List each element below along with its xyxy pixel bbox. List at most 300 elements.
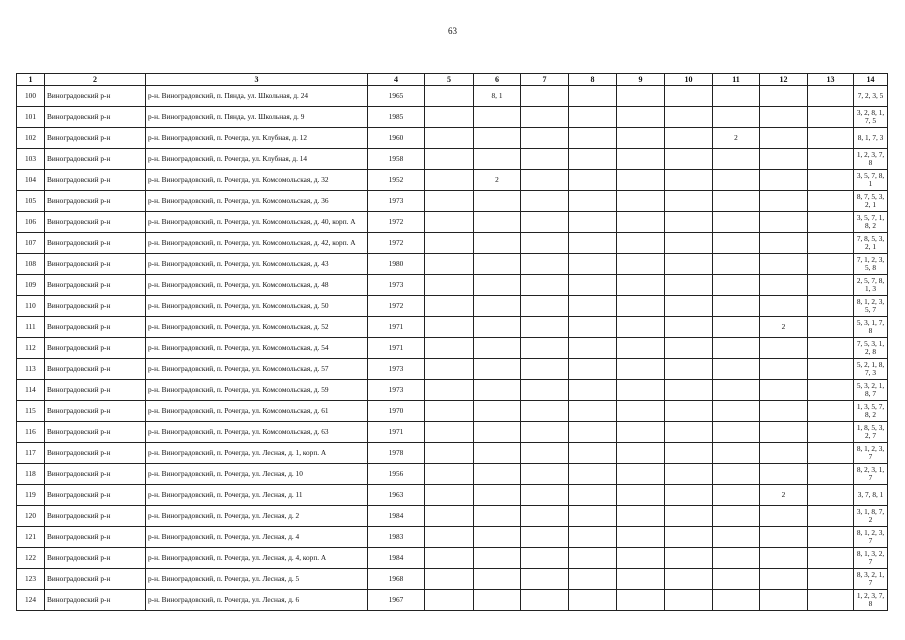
district-cell: Виноградовский р-н <box>45 254 146 275</box>
col8-cell <box>569 296 617 317</box>
year-cell: 1971 <box>368 422 425 443</box>
row-number: 105 <box>17 191 45 212</box>
column-header: 1 <box>17 74 45 86</box>
row-number: 106 <box>17 212 45 233</box>
col9-cell <box>617 170 665 191</box>
col12-cell <box>760 548 808 569</box>
col5-cell <box>425 485 474 506</box>
codes-cell: 8, 1, 3, 2, 7 <box>854 548 888 569</box>
col7-cell <box>521 86 569 107</box>
col8-cell <box>569 149 617 170</box>
table-row <box>17 359 888 380</box>
table-row <box>17 254 888 275</box>
row-number: 108 <box>17 254 45 275</box>
col11-cell <box>713 590 760 611</box>
col9-cell <box>617 506 665 527</box>
col13-cell <box>808 317 854 338</box>
col13-cell <box>808 296 854 317</box>
col9-cell <box>617 191 665 212</box>
col10-cell <box>665 401 713 422</box>
codes-cell: 7, 5, 3, 1, 2, 8 <box>854 338 888 359</box>
col10-cell <box>665 254 713 275</box>
district-cell: Виноградовский р-н <box>45 191 146 212</box>
col7-cell <box>521 212 569 233</box>
col5-cell <box>425 212 474 233</box>
col12-cell <box>760 233 808 254</box>
address-cell: р-н. Виноградовский, п. Рочегда, ул. Лесная, д. 4 <box>146 527 368 548</box>
col8-cell <box>569 590 617 611</box>
col5-cell <box>425 527 474 548</box>
col6-cell <box>474 338 521 359</box>
address-cell: р-н. Виноградовский, п. Рочегда, ул. Клубная, д. 12 <box>146 128 368 149</box>
col5-cell <box>425 569 474 590</box>
col10-cell <box>665 86 713 107</box>
col5-cell <box>425 464 474 485</box>
year-cell: 1972 <box>368 212 425 233</box>
column-header: 12 <box>760 74 808 86</box>
row-number: 118 <box>17 464 45 485</box>
col8-cell <box>569 107 617 128</box>
row-number: 120 <box>17 506 45 527</box>
col13-cell <box>808 107 854 128</box>
col5-cell <box>425 275 474 296</box>
col6-cell <box>474 590 521 611</box>
year-cell: 1971 <box>368 317 425 338</box>
col7-cell <box>521 149 569 170</box>
col6-cell <box>474 317 521 338</box>
col7-cell <box>521 254 569 275</box>
col7-cell <box>521 443 569 464</box>
col7-cell <box>521 107 569 128</box>
col12-cell <box>760 212 808 233</box>
address-cell: р-н. Виноградовский, п. Рочегда, ул. Лесная, д. 2 <box>146 506 368 527</box>
col10-cell <box>665 443 713 464</box>
col8-cell <box>569 191 617 212</box>
col10-cell <box>665 296 713 317</box>
col9-cell <box>617 317 665 338</box>
codes-cell: 7, 8, 5, 3, 2, 1 <box>854 233 888 254</box>
col12-cell <box>760 254 808 275</box>
registry-table <box>16 73 888 611</box>
year-cell: 1963 <box>368 485 425 506</box>
district-cell: Виноградовский р-н <box>45 338 146 359</box>
codes-cell: 5, 3, 2, 1, 8, 7 <box>854 380 888 401</box>
year-cell: 1967 <box>368 590 425 611</box>
col7-cell <box>521 422 569 443</box>
row-number: 100 <box>17 86 45 107</box>
col9-cell <box>617 212 665 233</box>
year-cell: 1972 <box>368 233 425 254</box>
year-cell: 1973 <box>368 275 425 296</box>
col12-cell: 2 <box>760 317 808 338</box>
table-row <box>17 569 888 590</box>
address-cell: р-н. Виноградовский, п. Рочегда, ул. Клубная, д. 14 <box>146 149 368 170</box>
address-cell: р-н. Виноградовский, п. Рочегда, ул. Лесная, д. 11 <box>146 485 368 506</box>
col10-cell <box>665 569 713 590</box>
col5-cell <box>425 548 474 569</box>
year-cell: 1952 <box>368 170 425 191</box>
col8-cell <box>569 359 617 380</box>
codes-cell: 1, 8, 5, 3, 2, 7 <box>854 422 888 443</box>
row-number: 109 <box>17 275 45 296</box>
col12-cell <box>760 359 808 380</box>
col6-cell <box>474 212 521 233</box>
col11-cell <box>713 296 760 317</box>
col10-cell <box>665 380 713 401</box>
col11-cell <box>713 317 760 338</box>
col12-cell <box>760 590 808 611</box>
col11-cell <box>713 527 760 548</box>
col12-cell <box>760 191 808 212</box>
col9-cell <box>617 401 665 422</box>
col5-cell <box>425 380 474 401</box>
col9-cell <box>617 590 665 611</box>
table-row <box>17 212 888 233</box>
year-cell: 1970 <box>368 401 425 422</box>
col11-cell <box>713 548 760 569</box>
col12-cell <box>760 86 808 107</box>
address-cell: р-н. Виноградовский, п. Рочегда, ул. Лесная, д. 6 <box>146 590 368 611</box>
district-cell: Виноградовский р-н <box>45 107 146 128</box>
col5-cell <box>425 401 474 422</box>
col10-cell <box>665 212 713 233</box>
page-number: 63 <box>448 26 457 36</box>
row-number: 115 <box>17 401 45 422</box>
col5-cell <box>425 506 474 527</box>
address-cell: р-н. Виноградовский, п. Рочегда, ул. Лесная, д. 4, корп. А <box>146 548 368 569</box>
row-number: 103 <box>17 149 45 170</box>
col8-cell <box>569 338 617 359</box>
col6-cell <box>474 359 521 380</box>
col7-cell <box>521 233 569 254</box>
col9-cell <box>617 149 665 170</box>
col5-cell <box>425 170 474 191</box>
table-row <box>17 485 888 506</box>
district-cell: Виноградовский р-н <box>45 296 146 317</box>
col5-cell <box>425 128 474 149</box>
col5-cell <box>425 107 474 128</box>
col5-cell <box>425 338 474 359</box>
table-row <box>17 128 888 149</box>
col8-cell <box>569 128 617 149</box>
col5-cell <box>425 254 474 275</box>
col7-cell <box>521 170 569 191</box>
col8-cell <box>569 527 617 548</box>
codes-cell: 8, 1, 2, 3, 5, 7 <box>854 296 888 317</box>
col13-cell <box>808 590 854 611</box>
col11-cell <box>713 569 760 590</box>
year-cell: 1973 <box>368 191 425 212</box>
col11-cell <box>713 191 760 212</box>
col6-cell <box>474 464 521 485</box>
district-cell: Виноградовский р-н <box>45 464 146 485</box>
col7-cell <box>521 464 569 485</box>
column-header: 2 <box>45 74 146 86</box>
col5-cell <box>425 86 474 107</box>
col13-cell <box>808 380 854 401</box>
col8-cell <box>569 569 617 590</box>
row-number: 110 <box>17 296 45 317</box>
col13-cell <box>808 464 854 485</box>
col6-cell <box>474 506 521 527</box>
col9-cell <box>617 296 665 317</box>
col11-cell <box>713 254 760 275</box>
col6-cell <box>474 485 521 506</box>
col13-cell <box>808 527 854 548</box>
col10-cell <box>665 527 713 548</box>
col10-cell <box>665 128 713 149</box>
col12-cell <box>760 338 808 359</box>
address-cell: р-н. Виноградовский, п. Рочегда, ул. Комсомольская, д. 61 <box>146 401 368 422</box>
col8-cell <box>569 443 617 464</box>
col9-cell <box>617 233 665 254</box>
row-number: 121 <box>17 527 45 548</box>
col12-cell <box>760 443 808 464</box>
col11-cell <box>713 464 760 485</box>
column-header: 5 <box>425 74 474 86</box>
table-row <box>17 170 888 191</box>
year-cell: 1984 <box>368 548 425 569</box>
col11-cell: 2 <box>713 128 760 149</box>
col11-cell <box>713 506 760 527</box>
district-cell: Виноградовский р-н <box>45 86 146 107</box>
table-row <box>17 464 888 485</box>
col7-cell <box>521 317 569 338</box>
col9-cell <box>617 380 665 401</box>
col11-cell <box>713 359 760 380</box>
col13-cell <box>808 422 854 443</box>
col13-cell <box>808 506 854 527</box>
col13-cell <box>808 569 854 590</box>
col8-cell <box>569 485 617 506</box>
codes-cell: 7, 1, 2, 3, 5, 8 <box>854 254 888 275</box>
col7-cell <box>521 275 569 296</box>
col13-cell <box>808 170 854 191</box>
col6-cell: 8, 1 <box>474 86 521 107</box>
year-cell: 1978 <box>368 443 425 464</box>
codes-cell: 5, 2, 1, 8, 7, 3 <box>854 359 888 380</box>
col11-cell <box>713 422 760 443</box>
col7-cell <box>521 485 569 506</box>
col6-cell <box>474 128 521 149</box>
table-row <box>17 380 888 401</box>
col10-cell <box>665 233 713 254</box>
col12-cell <box>760 569 808 590</box>
col11-cell <box>713 401 760 422</box>
col6-cell <box>474 296 521 317</box>
col12-cell: 2 <box>760 485 808 506</box>
address-cell: р-н. Виноградовский, п. Рочегда, ул. Лесная, д. 5 <box>146 569 368 590</box>
col9-cell <box>617 485 665 506</box>
year-cell: 1971 <box>368 338 425 359</box>
col10-cell <box>665 275 713 296</box>
year-cell: 1984 <box>368 506 425 527</box>
col6-cell <box>474 191 521 212</box>
address-cell: р-н. Виноградовский, п. Рочегда, ул. Комсомольская, д. 48 <box>146 275 368 296</box>
col5-cell <box>425 233 474 254</box>
col8-cell <box>569 86 617 107</box>
year-cell: 1972 <box>368 296 425 317</box>
col13-cell <box>808 212 854 233</box>
col9-cell <box>617 443 665 464</box>
table-row <box>17 275 888 296</box>
address-cell: р-н. Виноградовский, п. Рочегда, ул. Комсомольская, д. 36 <box>146 191 368 212</box>
table-row <box>17 296 888 317</box>
table-row <box>17 86 888 107</box>
col7-cell <box>521 296 569 317</box>
col8-cell <box>569 422 617 443</box>
col10-cell <box>665 422 713 443</box>
table-row <box>17 527 888 548</box>
row-number: 104 <box>17 170 45 191</box>
col9-cell <box>617 254 665 275</box>
codes-cell: 8, 1, 7, 3 <box>854 128 888 149</box>
row-number: 114 <box>17 380 45 401</box>
address-cell: р-н. Виноградовский, п. Пянда, ул. Школьная, д. 24 <box>146 86 368 107</box>
col9-cell <box>617 275 665 296</box>
col8-cell <box>569 317 617 338</box>
table-body <box>17 86 888 611</box>
row-number: 119 <box>17 485 45 506</box>
row-number: 113 <box>17 359 45 380</box>
table-row <box>17 317 888 338</box>
col11-cell <box>713 212 760 233</box>
district-cell: Виноградовский р-н <box>45 212 146 233</box>
col9-cell <box>617 359 665 380</box>
row-number: 117 <box>17 443 45 464</box>
col13-cell <box>808 359 854 380</box>
col9-cell <box>617 107 665 128</box>
table-row <box>17 548 888 569</box>
address-cell: р-н. Виноградовский, п. Рочегда, ул. Комсомольская, д. 40, корп. А <box>146 212 368 233</box>
codes-cell: 2, 5, 7, 8, 1, 3 <box>854 275 888 296</box>
col8-cell <box>569 464 617 485</box>
col7-cell <box>521 548 569 569</box>
col10-cell <box>665 485 713 506</box>
codes-cell: 8, 7, 5, 3, 2, 1 <box>854 191 888 212</box>
col9-cell <box>617 128 665 149</box>
table-row <box>17 443 888 464</box>
district-cell: Виноградовский р-н <box>45 506 146 527</box>
col11-cell <box>713 485 760 506</box>
col12-cell <box>760 422 808 443</box>
codes-cell: 3, 1, 8, 7, 2 <box>854 506 888 527</box>
col11-cell <box>713 275 760 296</box>
col8-cell <box>569 548 617 569</box>
district-cell: Виноградовский р-н <box>45 401 146 422</box>
col11-cell <box>713 443 760 464</box>
table-row <box>17 338 888 359</box>
col6-cell <box>474 107 521 128</box>
row-number: 116 <box>17 422 45 443</box>
col13-cell <box>808 86 854 107</box>
address-cell: р-н. Виноградовский, п. Рочегда, ул. Комсомольская, д. 32 <box>146 170 368 191</box>
district-cell: Виноградовский р-н <box>45 317 146 338</box>
codes-cell: 3, 2, 8, 1, 7, 5 <box>854 107 888 128</box>
col6-cell <box>474 275 521 296</box>
district-cell: Виноградовский р-н <box>45 569 146 590</box>
column-header: 7 <box>521 74 569 86</box>
codes-cell: 3, 7, 8, 1 <box>854 485 888 506</box>
address-cell: р-н. Виноградовский, п. Рочегда, ул. Комсомольская, д. 57 <box>146 359 368 380</box>
col6-cell: 2 <box>474 170 521 191</box>
table-row <box>17 191 888 212</box>
col5-cell <box>425 422 474 443</box>
address-cell: р-н. Виноградовский, п. Рочегда, ул. Лесная, д. 10 <box>146 464 368 485</box>
codes-cell: 1, 2, 3, 7, 8 <box>854 149 888 170</box>
col10-cell <box>665 317 713 338</box>
table-row <box>17 401 888 422</box>
col13-cell <box>808 254 854 275</box>
row-number: 102 <box>17 128 45 149</box>
col5-cell <box>425 296 474 317</box>
col13-cell <box>808 485 854 506</box>
district-cell: Виноградовский р-н <box>45 359 146 380</box>
district-cell: Виноградовский р-н <box>45 128 146 149</box>
year-cell: 1980 <box>368 254 425 275</box>
col9-cell <box>617 548 665 569</box>
col5-cell <box>425 359 474 380</box>
district-cell: Виноградовский р-н <box>45 170 146 191</box>
column-header: 13 <box>808 74 854 86</box>
col5-cell <box>425 443 474 464</box>
table-row <box>17 422 888 443</box>
col11-cell <box>713 149 760 170</box>
address-cell: р-н. Виноградовский, п. Рочегда, ул. Комсомольская, д. 54 <box>146 338 368 359</box>
col12-cell <box>760 506 808 527</box>
col8-cell <box>569 254 617 275</box>
col8-cell <box>569 170 617 191</box>
col11-cell <box>713 233 760 254</box>
col11-cell <box>713 338 760 359</box>
col11-cell <box>713 380 760 401</box>
year-cell: 1965 <box>368 86 425 107</box>
col7-cell <box>521 590 569 611</box>
table-row <box>17 590 888 611</box>
year-cell: 1983 <box>368 527 425 548</box>
col8-cell <box>569 233 617 254</box>
column-header: 10 <box>665 74 713 86</box>
col11-cell <box>713 170 760 191</box>
col7-cell <box>521 191 569 212</box>
year-cell: 1968 <box>368 569 425 590</box>
col8-cell <box>569 506 617 527</box>
district-cell: Виноградовский р-н <box>45 527 146 548</box>
col9-cell <box>617 569 665 590</box>
col8-cell <box>569 380 617 401</box>
year-cell: 1958 <box>368 149 425 170</box>
column-header: 8 <box>569 74 617 86</box>
codes-cell: 1, 2, 3, 7, 8 <box>854 590 888 611</box>
col9-cell <box>617 86 665 107</box>
codes-cell: 8, 1, 2, 3, 7 <box>854 527 888 548</box>
column-header: 14 <box>854 74 888 86</box>
col13-cell <box>808 191 854 212</box>
table-row <box>17 233 888 254</box>
col7-cell <box>521 506 569 527</box>
address-cell: р-н. Виноградовский, п. Рочегда, ул. Комсомольская, д. 59 <box>146 380 368 401</box>
col6-cell <box>474 569 521 590</box>
col10-cell <box>665 590 713 611</box>
district-cell: Виноградовский р-н <box>45 548 146 569</box>
col6-cell <box>474 149 521 170</box>
col12-cell <box>760 380 808 401</box>
table-row <box>17 506 888 527</box>
col11-cell <box>713 107 760 128</box>
col10-cell <box>665 506 713 527</box>
col12-cell <box>760 464 808 485</box>
col13-cell <box>808 443 854 464</box>
